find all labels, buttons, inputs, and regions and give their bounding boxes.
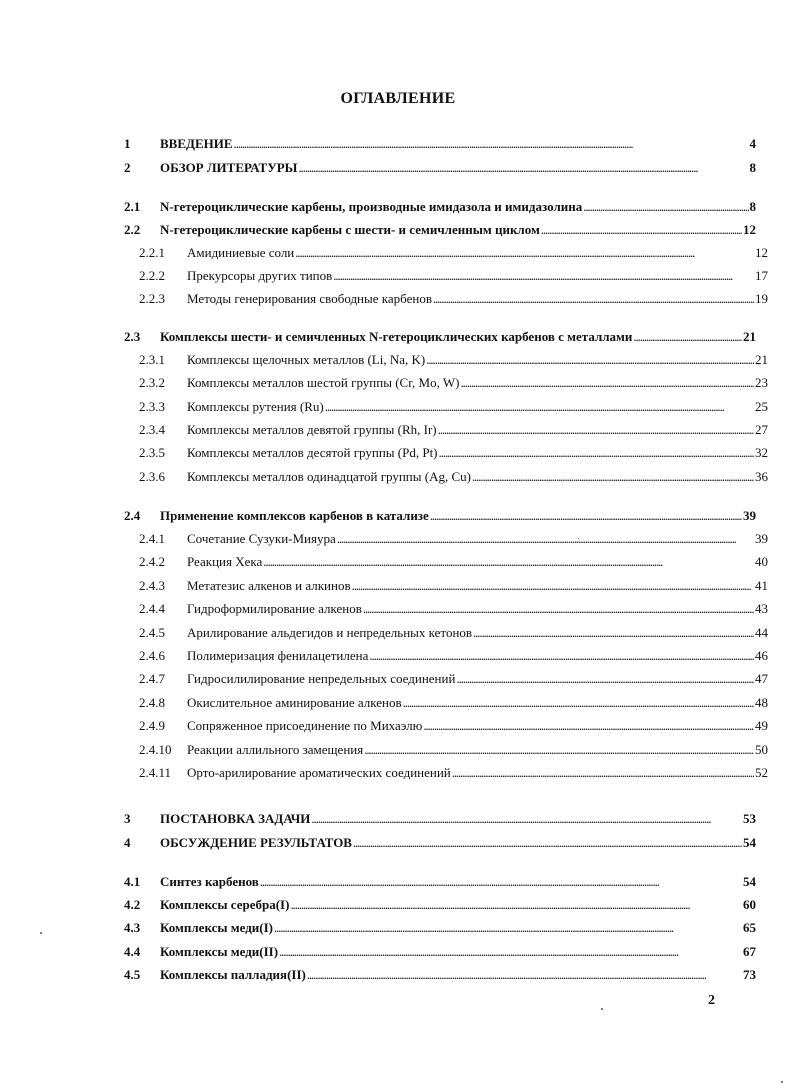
toc-entry-leader: [325, 398, 754, 416]
toc-entry-title: Применение комплексов карбенов в катализе: [160, 508, 429, 523]
toc-entry-number: 2.3.1: [139, 352, 165, 367]
toc-entry-leader: [337, 530, 754, 548]
toc-entry[interactable]: [139, 553, 768, 571]
toc-entry-title: Метатезис алкенов и алкинов: [187, 578, 351, 593]
toc-entry-number: 2.4.3: [139, 578, 165, 593]
toc-entry-number: 2.3.2: [139, 375, 165, 390]
toc-entry[interactable]: [139, 764, 768, 782]
toc-entry-leader: [290, 896, 742, 914]
toc-entry-leader: [307, 966, 742, 984]
toc-entry[interactable]: [139, 577, 768, 595]
toc-entry-title: Комплексы металлов шестой группы (Cr, Mo, W): [187, 375, 460, 390]
toc-entry-number: 2.2: [124, 222, 141, 237]
toc-entry[interactable]: [139, 717, 768, 735]
toc-entry[interactable]: [139, 670, 768, 688]
toc-entry-number: 2.4: [124, 508, 141, 523]
toc-entry-page: 52: [755, 765, 768, 780]
toc-entry-page: 25: [755, 399, 768, 414]
scan-speck: [578, 538, 579, 539]
toc-entry-page: 60: [743, 897, 756, 912]
toc-entry[interactable]: [124, 221, 756, 239]
toc-entry-number: 2.3.3: [139, 399, 165, 414]
toc-entry-leader: [311, 810, 742, 828]
toc-entry-title: Комплексы щелочных металлов (Li, Na, K): [187, 352, 426, 367]
toc-entry-number: 2.3: [124, 329, 141, 344]
toc-entry-number: 2.2.1: [139, 245, 165, 260]
toc-entry-leader: [369, 647, 754, 665]
toc-entry-page: 54: [743, 874, 756, 889]
toc-entry-number: 2.4.1: [139, 531, 165, 546]
toc-entry[interactable]: [139, 267, 768, 285]
toc-entry-page: 48: [755, 695, 768, 710]
toc-entry-title: N-гетероциклические карбены, производные имидазола и имидазолина: [160, 199, 583, 214]
toc-entry-page: 27: [755, 422, 768, 437]
toc-entry-page: 65: [743, 920, 756, 935]
toc-entry-page: 4: [749, 136, 756, 151]
toc-entry-title: Комплексы металлов одинадцатой группы (Ag, Cu): [187, 469, 471, 484]
toc-entry-title: Синтез карбенов: [160, 874, 259, 889]
toc-entry-page: 47: [755, 671, 768, 686]
toc-entry-leader: [363, 600, 754, 618]
toc-entry[interactable]: [139, 351, 768, 369]
toc-entry-leader: [456, 670, 754, 688]
toc-entry-number: 3: [124, 811, 131, 826]
toc-entry-page: 44: [755, 625, 768, 640]
toc-entry[interactable]: [124, 873, 756, 891]
toc-entry-title: Комплексы палладия(II): [160, 967, 306, 982]
toc-entry[interactable]: [139, 694, 768, 712]
scan-speck: [781, 1081, 783, 1083]
toc-entry-title: Сопряженное присоединение по Михаэлю: [187, 718, 423, 733]
toc-entry-leader: [633, 328, 742, 346]
toc-entry-leader: [423, 717, 754, 735]
toc-entry-title: Окислительное аминирование алкенов: [187, 695, 402, 710]
toc-entry-title: Сочетание Сузуки-Мияура: [187, 531, 336, 546]
toc-entry-number: 2.3.6: [139, 469, 165, 484]
toc-entry-number: 4.3: [124, 920, 141, 935]
toc-entry-leader: [274, 919, 742, 937]
page-number: 2: [708, 993, 715, 1008]
toc-entry-leader: [260, 873, 742, 891]
toc-entry-leader: [472, 468, 754, 486]
toc-entry-leader: [263, 553, 754, 571]
page-title: ОГЛАВЛЕНИЕ: [340, 90, 456, 107]
toc-entry-page: 21: [743, 329, 756, 344]
toc-entry-title: ПОСТАНОВКА ЗАДАЧИ: [160, 811, 311, 826]
toc-entry-title: Комплексы металлов десятой группы (Pd, Pt): [187, 445, 438, 460]
toc-entry-page: 49: [755, 718, 768, 733]
toc-entry-page: 12: [743, 222, 756, 237]
toc-entry-number: 2.4.4: [139, 601, 165, 616]
toc-entry-number: 4.2: [124, 897, 141, 912]
toc-entry-number: 2.2.2: [139, 268, 165, 283]
toc-entry-number: 4.1: [124, 874, 141, 889]
toc-entry-number: 2.4.8: [139, 695, 165, 710]
toc-entry-number: 2.4.9: [139, 718, 165, 733]
toc-entry-leader: [452, 764, 754, 782]
toc-entry[interactable]: [124, 507, 756, 525]
toc-entry-number: 4: [124, 835, 131, 850]
toc-entry-title: ОБСУЖДЕНИЕ РЕЗУЛЬТАТОВ: [160, 835, 352, 850]
toc-entry-title: Арилирование альдегидов и непредельных кетонов: [187, 625, 473, 640]
toc-entry-title: Амидиниевые соли: [187, 245, 295, 260]
toc-entry-title: Реакция Хека: [187, 554, 263, 569]
toc-entry[interactable]: [124, 966, 756, 984]
toc-entry-leader: [279, 943, 742, 961]
toc-entry-title: Комплексы меди(I): [160, 920, 274, 935]
toc-entry[interactable]: [139, 398, 768, 416]
toc-entry[interactable]: [139, 624, 768, 642]
toc-entry-page: 36: [755, 469, 768, 484]
toc-entry[interactable]: [139, 600, 768, 618]
toc-entry-number: 2.2.3: [139, 291, 165, 306]
toc-entry-title: Комплексы меди(II): [160, 944, 279, 959]
toc-entry-number: 2.1: [124, 199, 141, 214]
toc-entry-page: 21: [755, 352, 768, 367]
toc-entry[interactable]: [124, 896, 756, 914]
toc-entry-number: 2.4.5: [139, 625, 165, 640]
toc-entry-number: 1: [124, 136, 131, 151]
toc-entry-leader: [433, 290, 754, 308]
toc-entry-page: 19: [755, 291, 768, 306]
toc-entry[interactable]: [139, 374, 768, 392]
toc-entry-leader: [473, 624, 754, 642]
toc-entry-number: 2.3.5: [139, 445, 165, 460]
toc-entry-title: Комплексы серебра(I): [160, 897, 290, 912]
toc-entry-leader: [426, 351, 754, 369]
toc-entry-number: 2.4.11: [139, 765, 172, 780]
toc-entry-page: 53: [743, 811, 756, 826]
toc-entry-page: 73: [743, 967, 756, 982]
toc-entry[interactable]: [139, 444, 768, 462]
toc-entry-leader: [430, 507, 742, 525]
toc-entry-leader: [460, 374, 754, 392]
toc-entry[interactable]: [139, 244, 768, 262]
toc-entry[interactable]: [139, 468, 768, 486]
toc-entry[interactable]: [124, 810, 756, 828]
toc-entry[interactable]: [139, 530, 768, 548]
toc-entry[interactable]: [139, 421, 768, 439]
toc-entry[interactable]: [139, 647, 768, 665]
scan-speck: [40, 932, 42, 934]
toc-entry[interactable]: [124, 919, 756, 937]
toc-entry-number: 2.3.4: [139, 422, 165, 437]
toc-entry-title: N-гетероциклические карбены с шести- и семичленным циклом: [160, 222, 540, 237]
toc-entry-title: Гидросилилирование непредельных соединений: [187, 671, 456, 686]
toc-entry-page: 41: [755, 578, 768, 593]
toc-entry-page: 39: [743, 508, 756, 523]
toc-entry[interactable]: [139, 741, 768, 759]
toc-entry-title: Комплексы металлов девятой группы (Rh, Ir): [187, 422, 437, 437]
toc-entry-number: 2.4.10: [139, 742, 172, 757]
toc-entry-leader: [234, 135, 749, 153]
toc-entry-leader: [333, 267, 754, 285]
toc-entry-page: 50: [755, 742, 768, 757]
toc-entry-title: Комплексы шести- и семичленных N-гетероциклических карбенов с металлами: [160, 329, 633, 344]
toc-entry-title: Гидроформилирование алкенов: [187, 601, 362, 616]
toc-entry-title: ОБЗОР ЛИТЕРАТУРЫ: [160, 160, 298, 175]
toc-entry-number: 2.4.7: [139, 671, 165, 686]
toc-entry-page: 67: [743, 944, 756, 959]
scan-speck: [601, 1008, 603, 1010]
toc-entry-page: 8: [749, 199, 756, 214]
toc-entry-number: 2.4.6: [139, 648, 165, 663]
toc-entry-page: 17: [755, 268, 768, 283]
toc-entry-leader: [295, 244, 754, 262]
toc-entry-leader: [298, 159, 748, 177]
toc-entry-title: Реакции аллильного замещения: [187, 742, 364, 757]
toc-entry-title: Прекурсоры других типов: [187, 268, 333, 283]
toc-entry[interactable]: [124, 135, 756, 153]
toc-entry[interactable]: [139, 290, 768, 308]
toc-entry-title: Методы генерирования свободные карбенов: [187, 291, 432, 306]
toc-entry-title: Комплексы рутения (Ru): [187, 399, 324, 414]
toc-entry[interactable]: [124, 328, 756, 346]
toc-entry-page: 40: [755, 554, 768, 569]
toc-entry-page: 39: [755, 531, 768, 546]
toc-entry[interactable]: [124, 198, 756, 216]
toc-entry-leader: [541, 221, 742, 239]
toc-entry-page: 12: [755, 245, 768, 260]
toc-entry-number: 4.4: [124, 944, 141, 959]
toc-entry-title: ВВЕДЕНИЕ: [160, 136, 233, 151]
toc-entry-leader: [439, 444, 754, 462]
toc-entry-page: 8: [749, 160, 756, 175]
toc-entry[interactable]: [124, 159, 756, 177]
toc-entry[interactable]: [124, 834, 756, 852]
toc-entry-title: Полимеризация фенилацетилена: [187, 648, 369, 663]
toc-entry-number: 2.4.2: [139, 554, 165, 569]
toc-entry-page: 43: [755, 601, 768, 616]
toc-entry-leader: [364, 741, 754, 759]
toc-entry-leader: [352, 577, 754, 595]
toc-entry-leader: [438, 421, 754, 439]
toc-entry-page: 54: [743, 835, 756, 850]
toc-entry-leader: [403, 694, 754, 712]
toc-entry[interactable]: [124, 943, 756, 961]
toc-entry-page: 32: [755, 445, 768, 460]
toc-entry-leader: [353, 834, 742, 852]
toc-entry-page: 46: [755, 648, 768, 663]
toc-entry-page: 23: [755, 375, 768, 390]
toc-entry-title: Орто-арилирование ароматических соединений: [187, 765, 451, 780]
toc-entry-leader: [583, 198, 748, 216]
toc-entry-number: 4.5: [124, 967, 141, 982]
toc-entry-number: 2: [124, 160, 131, 175]
